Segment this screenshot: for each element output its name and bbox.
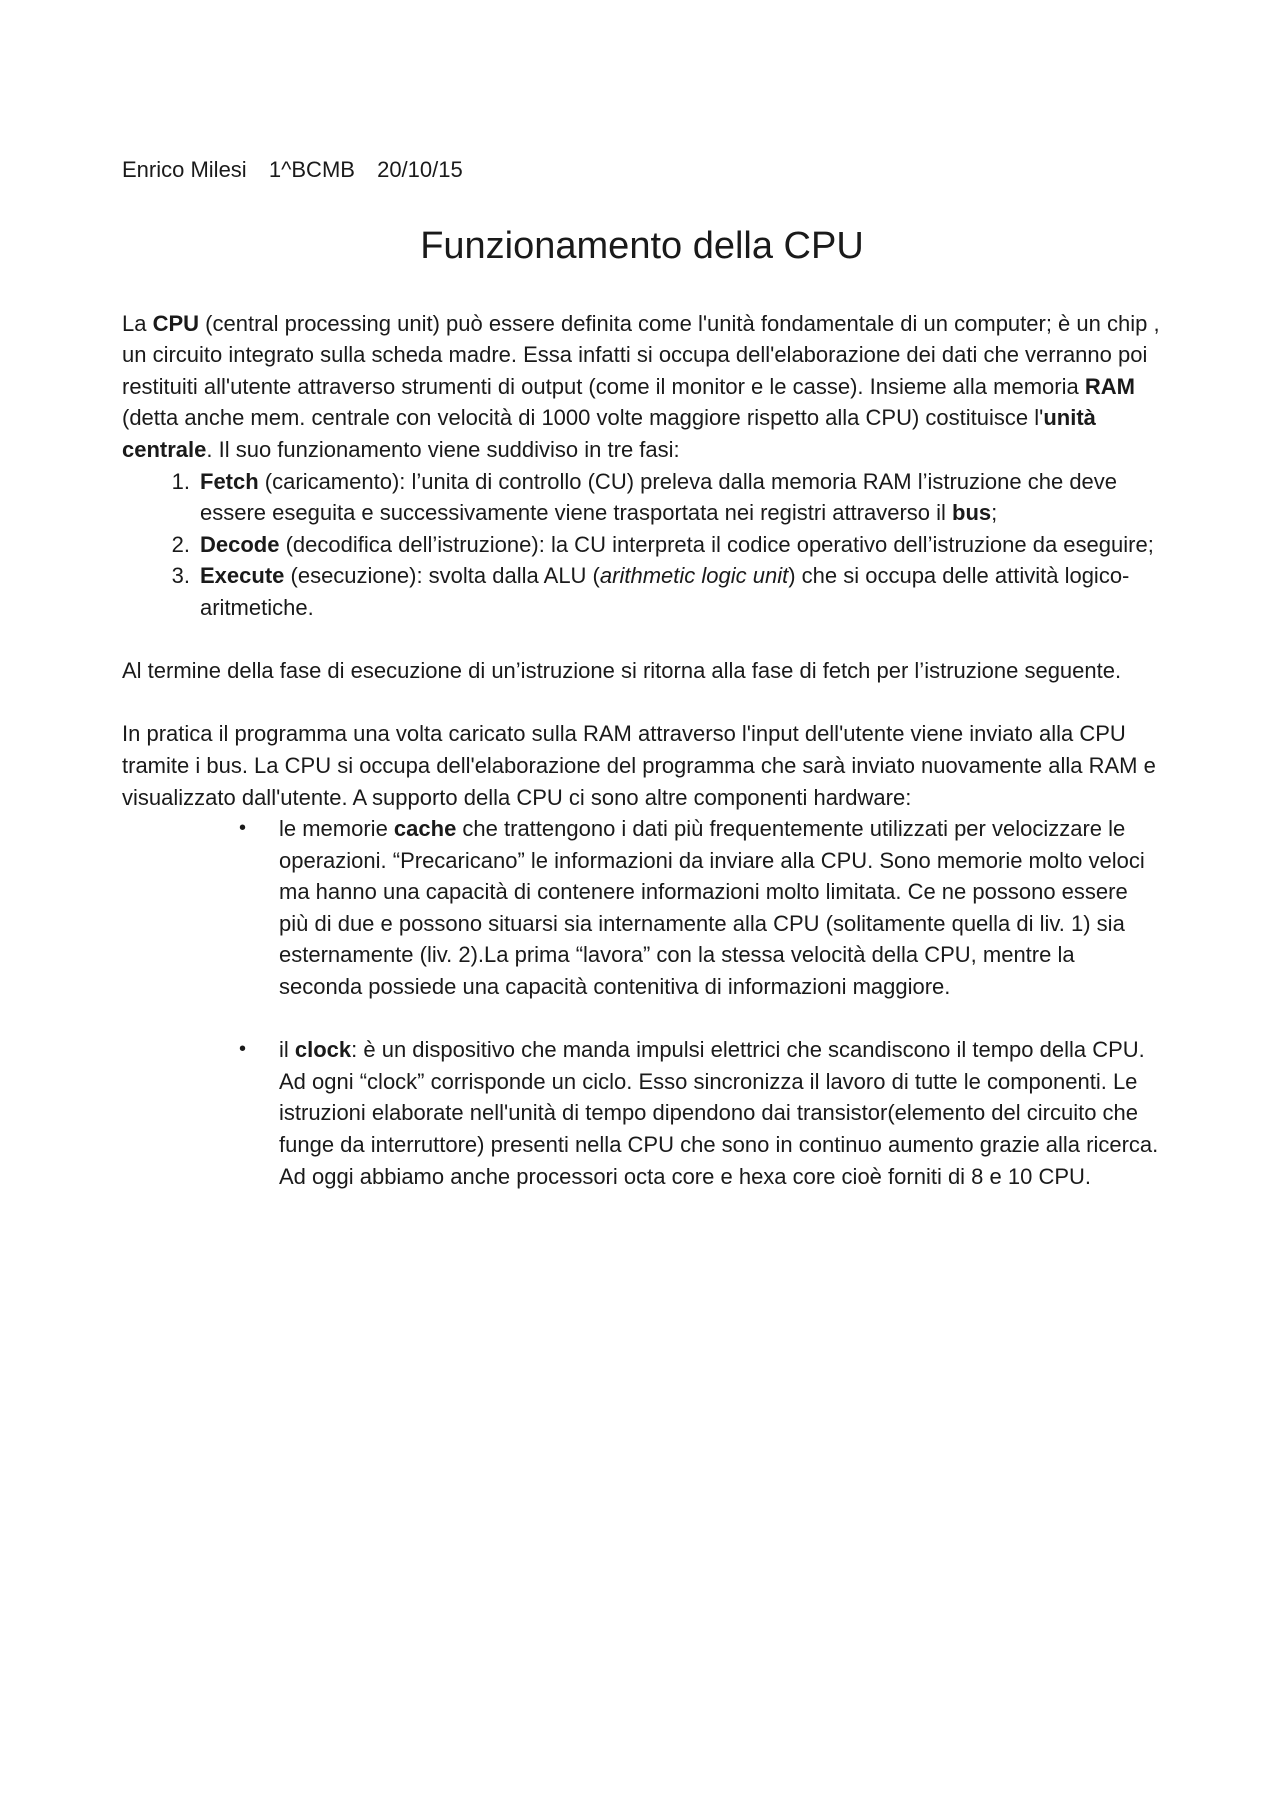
list-item-execute [171, 560, 1162, 623]
fetch-cycle-paragraph: Al termine della fase di esecuzione di un’istruzione si ritorna alla fase di fetch per l’istruzione seguente. [122, 658, 1122, 684]
phase-text: (decodifica dell’istruzione): la CU interpreta il codice operativo dell’istruzione da eseguire; [279, 531, 1154, 557]
phase-text-end: ; [991, 500, 998, 526]
component-text: : è un dispositivo che manda impulsi elettrici che scandiscono il tempo della CPU. Ad ogni “clock” corrisponde un ciclo. Esso sincronizza il lavoro di tutte le componenti. Le istruzioni elaborate nell'unità di tempo dipendono dai transistor(elemento del circuito che funge da interruttore) presenti nella CPU che sono in continuo aumento grazie alla ricerca. Ad oggi abbiamo anche processori octa core e hexa core cioè forniti di 8 e 10 CPU. [279, 1037, 1159, 1189]
phase-text: (caricamento): l’unita di controllo (CU) preleva dalla memoria RAM l’istruzione che deve essere eseguita e successivamente viene trasportata nei registri attraverso il [200, 468, 1118, 526]
phase-term: Execute [200, 563, 285, 589]
list-item-decode [171, 529, 1162, 561]
list-item-cache [239, 813, 1162, 1003]
intro-text-4: . Il suo funzionamento viene suddiviso in tre fasi: [206, 436, 680, 462]
spacer [279, 1003, 1162, 1035]
intro-text-1: La [122, 310, 153, 336]
list-number: 3. [171, 563, 190, 589]
list-item-clock [239, 1034, 1162, 1192]
spacer [122, 624, 1162, 656]
list-item-fetch [171, 466, 1162, 529]
author-name: Enrico Milesi [122, 157, 247, 182]
intro-text-2: (central processing unit) può essere definita come l'unità fondamentale di un computer; è un chip , un circuito integrato sulla scheda madre. Essa infatti si occupa dell'elaborazione dei dati che verranno poi restituiti all'utente attraverso strumenti di output (come il monitor e le casse). Insieme alla memoria [122, 310, 1160, 399]
components-list [122, 813, 1162, 1192]
page-title: Funzionamento della CPU [420, 224, 864, 267]
phase-term: Fetch [200, 468, 259, 494]
intro-term-unita-centrale: unità centrale [122, 405, 1096, 462]
phase-text: (esecuzione): svolta dalla ALU ( [284, 563, 600, 589]
document-page [122, 154, 1162, 1192]
list-number: 1. [171, 468, 190, 494]
bullet-icon: • [239, 817, 247, 840]
phase-text-end: ) che si occupa delle attività logico-aritmetiche. [200, 563, 1130, 620]
component-term: cache [393, 816, 457, 842]
intro-text-3: (detta anche mem. centrale con velocità di 1000 volte maggiore rispetto alla CPU) costituisce l' [122, 405, 1044, 431]
document-header [122, 154, 1162, 186]
phase-term: Decode [200, 531, 280, 557]
document-date: 20/10/15 [377, 157, 463, 182]
component-term: clock [294, 1037, 352, 1063]
phases-list [122, 466, 1162, 624]
bullet-icon: • [239, 1038, 247, 1061]
intro-paragraph [122, 308, 1162, 466]
phase-text-italic: arithmetic logic unit [599, 563, 789, 589]
list-number: 2. [171, 531, 190, 557]
class-name: 1^BCMB [268, 157, 355, 182]
component-pre: il [279, 1037, 295, 1063]
component-pre: le memorie [279, 816, 394, 842]
intro-term-cpu: CPU [152, 310, 200, 336]
practice-paragraph: In pratica il programma una volta caricato sulla RAM attraverso l'input dell'utente viene inviato alla CPU tramite i bus. La CPU si occupa dell'elaborazione del programma che sarà inviato nuovamente alla RAM e visualizzato dall'utente. A supporto della CPU ci sono altre componenti hardware: [122, 721, 1156, 810]
phase-term-bus: bus [952, 500, 992, 526]
component-text: che trattengono i dati più frequentemente utilizzati per velocizzare le operazioni. “Precaricano” le informazioni da inviare alla CPU. Sono memorie molto veloci ma hanno una capacità di contenere informazioni molto limitata. Ce ne possono essere più di due e possono situarsi sia internamente alla CPU (solitamente quella di liv. 1) sia esternamente (liv. 2).La prima “lavora” con la stessa velocità della CPU, mentre la seconda possiede una capacità contenitiva di informazioni maggiore. [279, 816, 1145, 1000]
spacer [122, 687, 1162, 719]
intro-term-ram: RAM [1084, 373, 1135, 399]
